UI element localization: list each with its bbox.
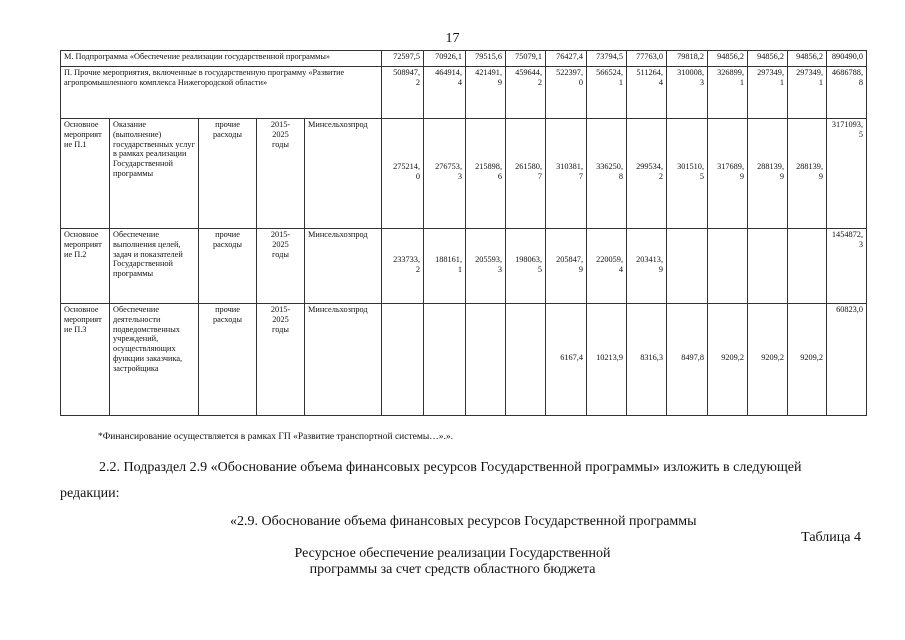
value-cell: 288139, 9 (788, 119, 827, 229)
description-cell: Оказание (выполнение) государственных услуг в рамках реализации Государственной программы (110, 119, 199, 229)
value-cell: 9209,2 (788, 304, 827, 416)
expense-type-cell: прочие расходы (199, 119, 257, 229)
value-cell: 275214, 0 (382, 119, 424, 229)
value-cell: 73794,5 (587, 51, 627, 67)
value-cell: 215898, 6 (466, 119, 506, 229)
table-row (61, 229, 867, 304)
value-cell: 508947, 2 (382, 67, 424, 119)
value-cell: 8497,8 (667, 304, 708, 416)
period-cell: 2015- 2025 годы (257, 304, 305, 416)
value-cell: 198063, 5 (506, 229, 546, 304)
value-cell (382, 304, 424, 416)
table-title (0, 546, 905, 577)
value-cell: 336250, 8 (587, 119, 627, 229)
value-cell: 94856,2 (788, 51, 827, 67)
value-cell: 70926,1 (424, 51, 466, 67)
paragraph-line-1: 2.2. Подраздел 2.9 «Обоснование объема финансовых ресурсов Государственной программы» изложить в следующей (99, 460, 802, 475)
value-cell: 10213,9 (587, 304, 627, 416)
table-title-line-1: Ресурсное обеспечение реализации Государственной (294, 546, 611, 561)
table-row (61, 119, 867, 229)
paragraph-line-2: редакции: (60, 486, 120, 501)
value-cell: 297349, 1 (748, 67, 788, 119)
total-cell: 60823,0 (827, 304, 867, 416)
value-cell: 9209,2 (748, 304, 788, 416)
value-cell: 310381, 7 (546, 119, 587, 229)
value-cell: 72597,5 (382, 51, 424, 67)
table-row (61, 51, 867, 67)
budget-table (60, 50, 867, 416)
value-cell: 459644, 2 (506, 67, 546, 119)
value-cell: 203413, 9 (627, 229, 667, 304)
value-cell: 8316,3 (627, 304, 667, 416)
value-cell (788, 229, 827, 304)
value-cell: 522397, 0 (546, 67, 587, 119)
value-cell: 77763,0 (627, 51, 667, 67)
period-cell: 2015- 2025 годы (257, 119, 305, 229)
measure-cell: Основное мероприятие П.3 (61, 304, 110, 416)
measure-cell: Основное мероприятие П.2 (61, 229, 110, 304)
executor-cell: Минсельхозпрод (305, 229, 382, 304)
value-cell: 421491, 9 (466, 67, 506, 119)
page-number: 17 (445, 31, 460, 46)
table-title-line-2: программы за счет средств областного бюджета (309, 561, 596, 577)
executor-cell: Минсельхозпрод (305, 119, 382, 229)
value-cell: 205593, 3 (466, 229, 506, 304)
period-cell: 2015- 2025 годы (257, 229, 305, 304)
value-cell: 261580, 7 (506, 119, 546, 229)
value-cell: 75079,1 (506, 51, 546, 67)
value-cell: 76427,4 (546, 51, 587, 67)
value-cell: 233733, 2 (382, 229, 424, 304)
value-cell: 79818,2 (667, 51, 708, 67)
measure-cell: Основное мероприятие П.1 (61, 119, 110, 229)
total-cell: 3171093, 5 (827, 119, 867, 229)
value-cell (466, 304, 506, 416)
executor-cell: Минсельхозпрод (305, 304, 382, 416)
footnote: *Финансирование осуществляется в рамках ГП «Развитие транспортной системы…».». (98, 432, 453, 442)
table-number: Таблица 4 (801, 530, 861, 545)
table-row (61, 304, 867, 416)
value-cell: 4686788, 8 (827, 67, 867, 119)
value-cell: 310008, 3 (667, 67, 708, 119)
value-cell (748, 229, 788, 304)
section-heading: «2.9. Обоснование объема финансовых ресурсов Государственной программы (230, 514, 697, 529)
value-cell: 288139, 9 (748, 119, 788, 229)
row-label: М. Подпрограмма «Обеспечение реализации государственной программы» (61, 51, 382, 67)
row-label: П. Прочие мероприятия, включенные в государственную программу «Развитие агропромышленного комплекса Нижегородской области» (61, 67, 382, 119)
value-cell (506, 304, 546, 416)
value-cell (424, 304, 466, 416)
description-cell: Обеспечение выполнения целей, задач и показателей Государственной программы (110, 229, 199, 304)
value-cell: 6167,4 (546, 304, 587, 416)
value-cell: 79515,6 (466, 51, 506, 67)
value-cell: 205847, 9 (546, 229, 587, 304)
value-cell: 511264, 4 (627, 67, 667, 119)
expense-type-cell: прочие расходы (199, 304, 257, 416)
value-cell: 94856,2 (748, 51, 788, 67)
value-cell: 9209,2 (708, 304, 748, 416)
value-cell: 464914, 4 (424, 67, 466, 119)
value-cell: 276753, 3 (424, 119, 466, 229)
description-cell: Обеспечение деятельности подведомственных учреждений, осуществляющих функции заказчика, застройщика (110, 304, 199, 416)
value-cell: 299534, 2 (627, 119, 667, 229)
value-cell: 566524, 1 (587, 67, 627, 119)
value-cell: 220059, 4 (587, 229, 627, 304)
value-cell: 317689, 9 (708, 119, 748, 229)
value-cell: 94856,2 (708, 51, 748, 67)
value-cell: 890490,0 (827, 51, 867, 67)
expense-type-cell: прочие расходы (199, 229, 257, 304)
total-cell: 1454872, 3 (827, 229, 867, 304)
value-cell: 301510, 5 (667, 119, 708, 229)
table-row (61, 67, 867, 119)
value-cell (708, 229, 748, 304)
value-cell (667, 229, 708, 304)
value-cell: 188161, 1 (424, 229, 466, 304)
value-cell: 326899, 1 (708, 67, 748, 119)
value-cell: 297349, 1 (788, 67, 827, 119)
